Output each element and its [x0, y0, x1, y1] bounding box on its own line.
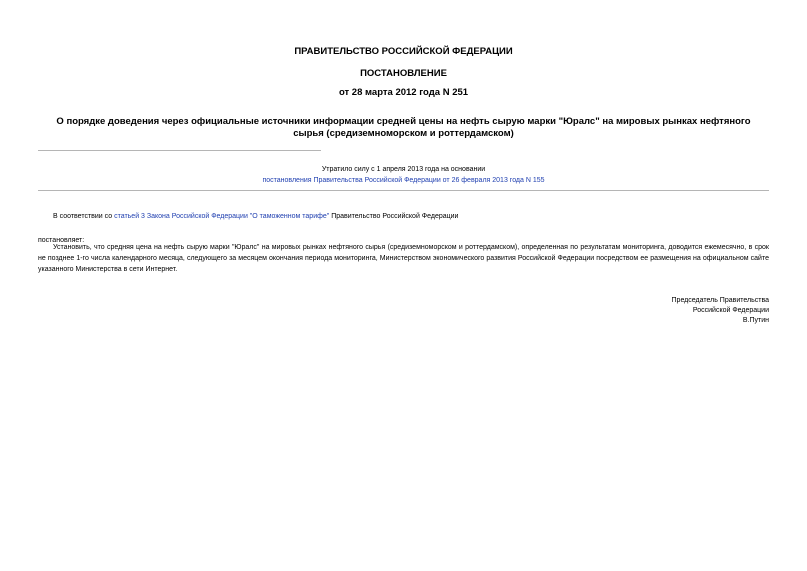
main-provision-paragraph: Установить, что средняя цена на нефть сырую марки "Юралс" на мировых рынках нефтяного сырья (средиземноморском и роттердамском), определенная по результатам мониторинга, доводится ежемесячно, в срок не позднее 1-го числа календарного месяца, следующего за месяцем окончания периода мониторинга, Министерством экономического развития Российской Федерации посредством ее размещения на официальном сайте указанного Министерства в сети Интернет. — [38, 244, 769, 273]
expiry-note: Утратило силу с 1 апреля 2013 года на основании — [321, 166, 486, 173]
document-title: О порядке доведения через официальные источники информации средней цены на нефть сырую марки "Юралс" на мировых рынках нефтяного сырья (средиземноморском и роттердамском) — [56, 116, 751, 139]
signature-name: В.Путин — [742, 317, 769, 324]
long-divider — [38, 190, 769, 191]
expiry-note-link-line — [0, 177, 807, 184]
expiry-decree-link[interactable]: постановления Правительства Российской Федерации от 26 февраля 2013 года N 155 — [262, 177, 545, 184]
document-date-number: от 28 марта 2012 года N 251 — [338, 87, 469, 98]
customs-tariff-law-link[interactable]: статьей 3 Закона Российской Федерации "О таможенном тарифе" — [114, 213, 330, 220]
signature-position-line2: Российской Федерации — [692, 307, 769, 314]
preamble-text-end: Правительство Российской Федерации — [329, 213, 459, 220]
document-type-heading: ПОСТАНОВЛЕНИЕ — [360, 68, 447, 79]
short-divider — [38, 150, 321, 151]
signature-position-line1: Председатель Правительства — [671, 297, 769, 304]
preamble-paragraph — [53, 211, 458, 222]
government-heading: ПРАВИТЕЛЬСТВО РОССИЙСКОЙ ФЕДЕРАЦИИ — [294, 46, 513, 57]
preamble-text-start: В соответствии со — [53, 213, 115, 220]
resolves-label: постановляет: — [38, 237, 85, 244]
